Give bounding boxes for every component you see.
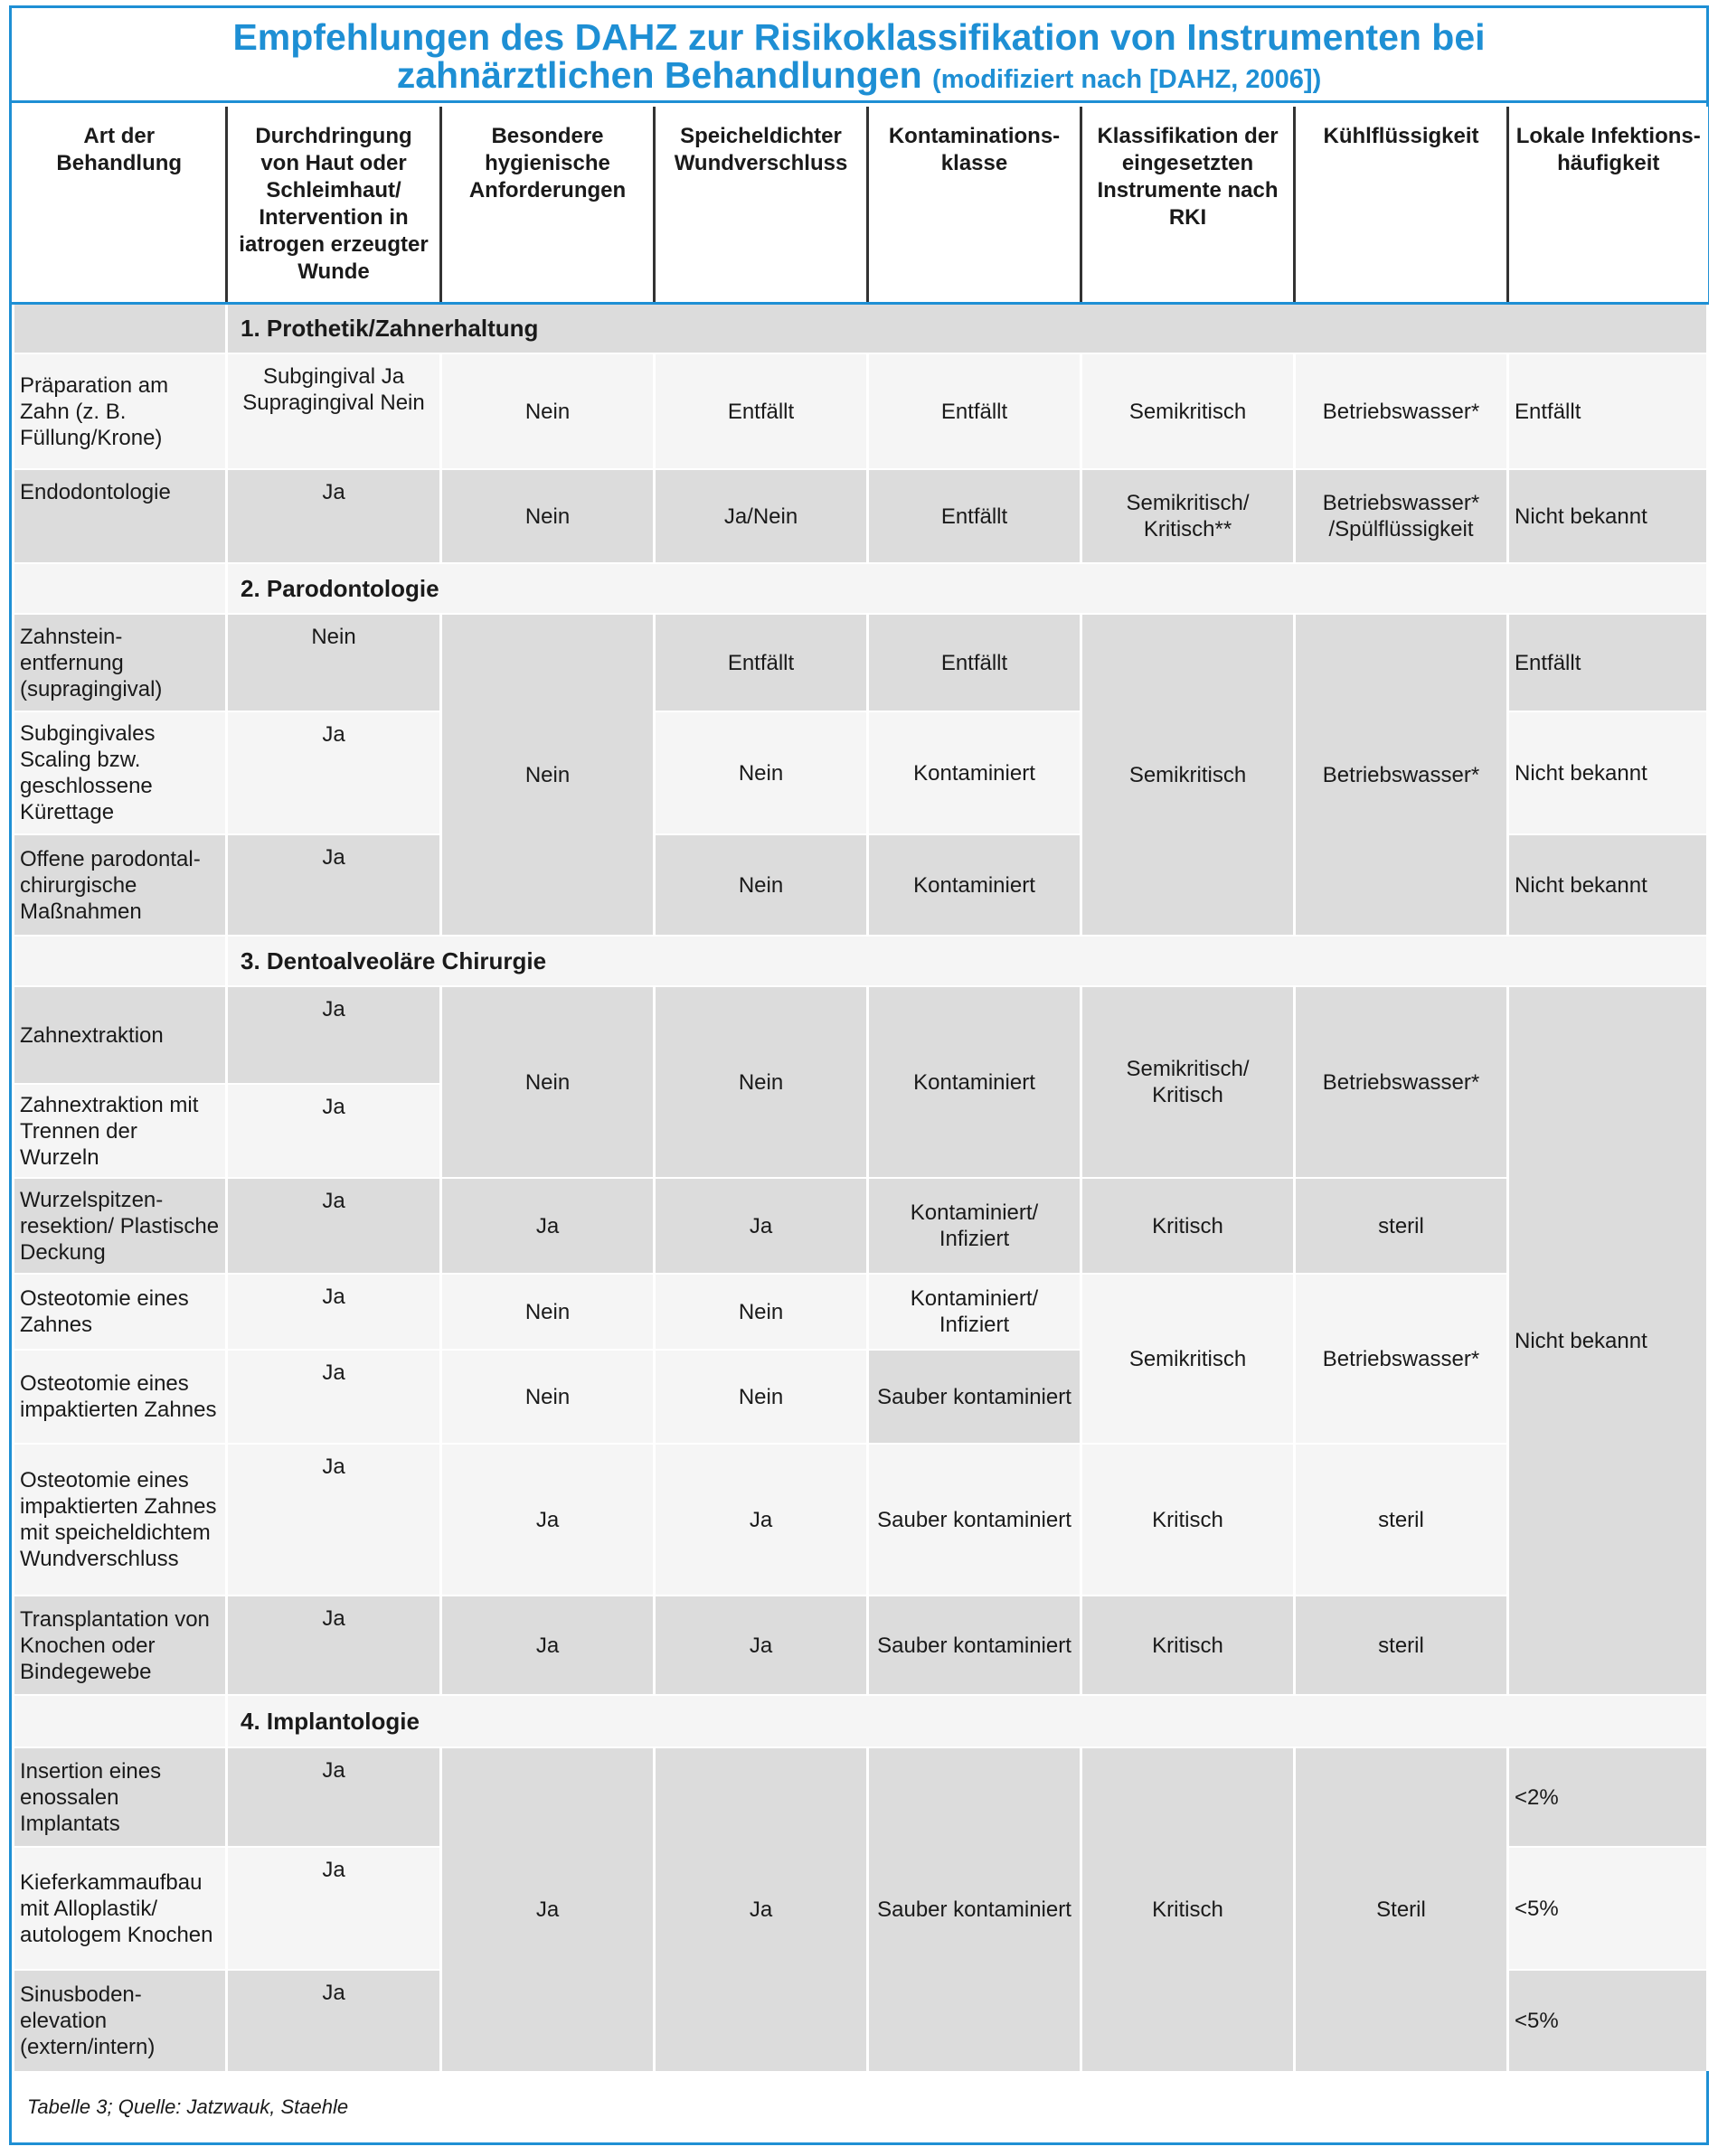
cell-besondere: Nein — [441, 353, 655, 469]
cell-kontamination: Sauber kontaminiert — [868, 1747, 1081, 2071]
cell-kontamination: Kontaminiert/ Infiziert — [868, 1274, 1081, 1350]
title-source: (modifiziert nach [DAHZ, 2006]) — [932, 65, 1322, 94]
header-durchdringung: Durchdringung von Haut oder Schleimhaut/ Intervention in iatrogen erzeugter Wunde — [227, 108, 441, 303]
cell-besondere: Ja — [441, 1178, 655, 1274]
cell-art: Präparation am Zahn (z. B. Füllung/Krone) — [14, 353, 227, 469]
cell-besondere: Ja — [441, 1444, 655, 1596]
section-title: 1. Prothetik/Zahnerhaltung — [227, 303, 1708, 353]
cell-speichel: Ja/Nein — [655, 469, 868, 563]
section-title: 4. Implantologie — [227, 1695, 1708, 1747]
title-line-1: Empfehlungen des DAHZ zur Risikoklassifikation von Instrumenten bei — [232, 16, 1486, 58]
cell-durchdringung: Ja — [227, 711, 441, 834]
table-row — [14, 614, 1708, 711]
section-row — [14, 1695, 1708, 1747]
cell-durchdringung: Ja — [227, 834, 441, 936]
header-kontamination: Kontaminations-klasse — [868, 108, 1081, 303]
cell-durchdringung: Ja — [227, 1178, 441, 1274]
cell-art: Zahnstein-entfernung (supragingival) — [14, 614, 227, 711]
cell-lokale: <2% — [1508, 1747, 1708, 1847]
cell-kontamination: Sauber kontaminiert — [868, 1596, 1081, 1695]
cell-durchdringung: Subgingival Ja Supragingival Nein — [227, 353, 441, 469]
cell-art: Sinusboden-elevation (extern/intern) — [14, 1970, 227, 2071]
table-row — [14, 1178, 1708, 1274]
section-row — [14, 936, 1708, 986]
cell-kontamination: Kontaminiert — [868, 986, 1081, 1178]
cell-kuehl: Steril — [1295, 1747, 1508, 2071]
cell-kontamination: Entfällt — [868, 614, 1081, 711]
table-row — [14, 469, 1708, 563]
table-row — [14, 1444, 1708, 1596]
cell-kontamination: Sauber kontaminiert — [868, 1350, 1081, 1444]
cell-lokale: <5% — [1508, 1970, 1708, 2071]
cell-kontamination: Kontaminiert — [868, 834, 1081, 936]
cell-besondere: Nein — [441, 469, 655, 563]
table-title — [9, 5, 1709, 103]
cell-lokale: <5% — [1508, 1847, 1708, 1970]
cell-klassifikation: Kritisch — [1081, 1178, 1295, 1274]
cell-besondere: Nein — [441, 1274, 655, 1350]
risk-classification-table — [12, 107, 1709, 2071]
cell-lokale: Entfällt — [1508, 353, 1708, 469]
cell-speichel: Ja — [655, 1444, 868, 1596]
cell-durchdringung: Ja — [227, 1747, 441, 1847]
cell-besondere: Ja — [441, 1747, 655, 2071]
cell-speichel: Ja — [655, 1596, 868, 1695]
section-row — [14, 563, 1708, 614]
cell-kuehl: Betriebswasser* — [1295, 353, 1508, 469]
cell-durchdringung: Ja — [227, 469, 441, 563]
table-row — [14, 1596, 1708, 1695]
cell-speichel: Nein — [655, 711, 868, 834]
cell-durchdringung: Ja — [227, 1084, 441, 1178]
cell-kontamination: Entfällt — [868, 469, 1081, 563]
cell-klassifikation: Semikritisch — [1081, 614, 1295, 936]
cell-art: Offene parodontal-chirurgische Maßnahmen — [14, 834, 227, 936]
section-title: 2. Parodontologie — [227, 563, 1708, 614]
cell-klassifikation: Semikritisch — [1081, 1274, 1295, 1444]
cell-durchdringung: Ja — [227, 1596, 441, 1695]
header-besondere: Besondere hygienische Anforderungen — [441, 108, 655, 303]
cell-art: Osteotomie eines Zahnes — [14, 1274, 227, 1350]
table-row — [14, 353, 1708, 469]
table-row — [14, 986, 1708, 1084]
cell-kuehl: Betriebswasser* — [1295, 614, 1508, 936]
table-caption: Tabelle 3; Quelle: Jatzwauk, Staehle — [27, 2095, 349, 2118]
header-speichel: Speicheldichter Wundverschluss — [655, 108, 868, 303]
cell-art: Zahnextraktion mit Trennen der Wurzeln — [14, 1084, 227, 1178]
cell-art: Kieferkammaufbau mit Alloplastik/ autologem Knochen — [14, 1847, 227, 1970]
cell-kuehl: Betriebswasser* /Spülflüssigkeit — [1295, 469, 1508, 563]
cell-besondere: Ja — [441, 1596, 655, 1695]
table-row — [14, 1274, 1708, 1350]
cell-speichel: Entfällt — [655, 614, 868, 711]
cell-klassifikation: Kritisch — [1081, 1747, 1295, 2071]
cell-art: Subgingivales Scaling bzw. geschlossene Kürettage — [14, 711, 227, 834]
title-line-2 — [9, 56, 1709, 99]
title-line-2-main: zahnärztlichen Behandlungen — [396, 54, 922, 96]
cell-lokale: Nicht bekannt — [1508, 986, 1708, 1695]
cell-besondere: Nein — [441, 1350, 655, 1444]
cell-speichel: Nein — [655, 1274, 868, 1350]
cell-besondere: Nein — [441, 614, 655, 936]
cell-durchdringung: Ja — [227, 1847, 441, 1970]
cell-art: Insertion eines enossalen Implantats — [14, 1747, 227, 1847]
cell-art: Endodontologie — [14, 469, 227, 563]
cell-klassifikation: Semikritisch — [1081, 353, 1295, 469]
header-art: Art der Behandlung — [14, 108, 227, 303]
cell-klassifikation: Kritisch — [1081, 1596, 1295, 1695]
cell-klassifikation: Semikritisch/ Kritisch** — [1081, 469, 1295, 563]
cell-speichel: Ja — [655, 1747, 868, 2071]
cell-lokale: Nicht bekannt — [1508, 711, 1708, 834]
cell-klassifikation: Kritisch — [1081, 1444, 1295, 1596]
section-row — [14, 303, 1708, 353]
cell-lokale: Nicht bekannt — [1508, 834, 1708, 936]
cell-art: Osteotomie eines impaktierten Zahnes mit speicheldichtem Wundverschluss — [14, 1444, 227, 1596]
cell-durchdringung: Nein — [227, 614, 441, 711]
header-klassifikation: Klassifikation der eingesetzten Instrumente nach RKI — [1081, 108, 1295, 303]
header-row — [14, 108, 1708, 303]
cell-durchdringung: Ja — [227, 1444, 441, 1596]
cell-art: Osteotomie eines impaktierten Zahnes — [14, 1350, 227, 1444]
cell-klassifikation: Semikritisch/ Kritisch — [1081, 986, 1295, 1178]
cell-kontamination: Kontaminiert — [868, 711, 1081, 834]
cell-lokale: Entfällt — [1508, 614, 1708, 711]
cell-kuehl: steril — [1295, 1444, 1508, 1596]
cell-kontamination: Kontaminiert/ Infiziert — [868, 1178, 1081, 1274]
cell-art: Transplantation von Knochen oder Bindegewebe — [14, 1596, 227, 1695]
cell-speichel: Nein — [655, 1350, 868, 1444]
header-kuehl: Kühlflüssigkeit — [1295, 108, 1508, 303]
cell-durchdringung: Ja — [227, 1274, 441, 1350]
cell-speichel: Nein — [655, 986, 868, 1178]
cell-art: Wurzelspitzen-resektion/ Plastische Deckung — [14, 1178, 227, 1274]
cell-art: Zahnextraktion — [14, 986, 227, 1084]
cell-kuehl: steril — [1295, 1178, 1508, 1274]
cell-lokale: Nicht bekannt — [1508, 469, 1708, 563]
table-row — [14, 1747, 1708, 1847]
cell-kuehl: Betriebswasser* — [1295, 986, 1508, 1178]
cell-speichel: Nein — [655, 834, 868, 936]
cell-kuehl: steril — [1295, 1596, 1508, 1695]
cell-kontamination: Entfällt — [868, 353, 1081, 469]
cell-kuehl: Betriebswasser* — [1295, 1274, 1508, 1444]
cell-durchdringung: Ja — [227, 1350, 441, 1444]
section-title: 3. Dentoalveoläre Chirurgie — [227, 936, 1708, 986]
cell-kontamination: Sauber kontaminiert — [868, 1444, 1081, 1596]
cell-durchdringung: Ja — [227, 986, 441, 1084]
cell-besondere: Nein — [441, 986, 655, 1178]
cell-durchdringung: Ja — [227, 1970, 441, 2071]
header-lokale: Lokale Infektions-häufigkeit — [1508, 108, 1708, 303]
cell-speichel: Entfällt — [655, 353, 868, 469]
cell-speichel: Ja — [655, 1178, 868, 1274]
